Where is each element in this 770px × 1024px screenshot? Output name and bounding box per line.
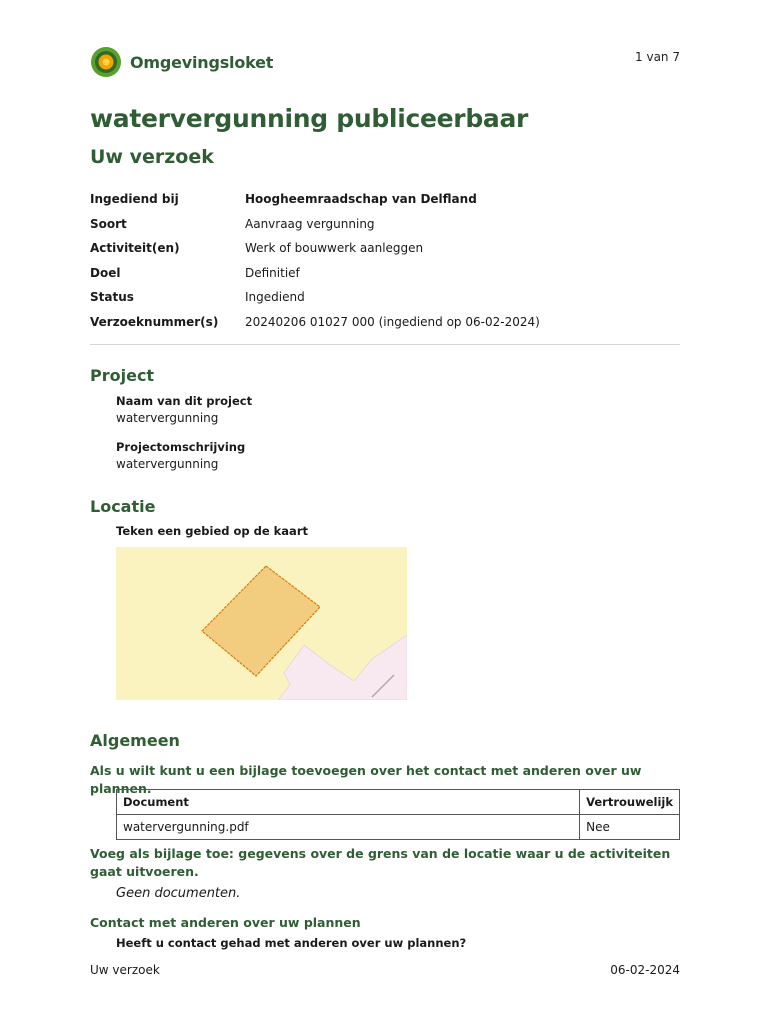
field-label: Teken een gebied op de kaart	[116, 524, 308, 538]
section-heading-request: Uw verzoek	[90, 146, 214, 168]
info-row	[90, 212, 680, 237]
footer-date: 06-02-2024	[610, 963, 680, 977]
page-title: watervergunning publiceerbaar	[90, 104, 529, 133]
section-heading-general: Algemeen	[90, 731, 180, 750]
info-label: Soort	[90, 216, 127, 231]
info-value: Hoogheemraadschap van Delfland	[245, 192, 477, 207]
section-divider	[90, 344, 680, 345]
location-map	[116, 547, 407, 700]
project-name-field	[116, 394, 252, 425]
footer-section-name: Uw verzoek	[90, 963, 160, 977]
field-label: Naam van dit project	[116, 394, 253, 408]
confidential-cell: Nee	[580, 815, 680, 840]
brand-name: Omgevingsloket	[130, 52, 274, 72]
info-label: Verzoeknummer(s)	[90, 314, 219, 329]
info-value: Ingediend	[245, 290, 305, 305]
info-label: Activiteit(en)	[90, 241, 180, 256]
document-cell: watervergunning.pdf	[117, 815, 580, 840]
column-header-document: Document	[117, 790, 580, 815]
field-value: watervergunning	[116, 411, 219, 425]
section-heading-location: Locatie	[90, 497, 156, 516]
table-row	[117, 815, 680, 840]
boundary-question: Voeg als bijlage toe: gegevens over de grens van de locatie waar u de activiteiten gaat uitvoeren.	[90, 846, 671, 879]
info-row	[90, 187, 680, 212]
table-header-row	[117, 790, 680, 815]
map-field	[116, 524, 308, 538]
contact-heading: Contact met anderen over uw plannen	[90, 915, 361, 930]
info-label: Ingediend bij	[90, 192, 179, 207]
info-row	[90, 285, 680, 310]
request-info-table	[90, 187, 680, 334]
info-row	[90, 261, 680, 286]
field-label: Projectomschrijving	[116, 440, 246, 454]
info-row	[90, 310, 680, 335]
contact-question: Heeft u contact gehad met anderen over uw plannen?	[116, 936, 467, 950]
omgevingsloket-logo-icon	[90, 46, 122, 78]
brand-logo	[90, 46, 273, 78]
documents-table	[116, 789, 680, 840]
info-label: Status	[90, 290, 134, 305]
column-header-confidential: Vertrouwelijk	[580, 790, 680, 815]
section-heading-project: Project	[90, 366, 155, 385]
contact-question-field	[116, 936, 466, 950]
attachment-question: Als u wilt kunt u een bijlage toevoegen over het contact met anderen over uw plannen.	[90, 763, 642, 796]
project-description-field	[116, 440, 245, 471]
page-indicator: 1 van 7	[635, 50, 680, 64]
field-value: watervergunning	[116, 457, 219, 471]
info-value: 20240206 01027 000 (ingediend op 06-02-2024)	[245, 314, 540, 329]
info-value: Aanvraag vergunning	[245, 216, 375, 231]
info-value: Werk of bouwwerk aanleggen	[245, 241, 424, 256]
no-documents-text: Geen documenten.	[116, 886, 241, 901]
info-row	[90, 236, 680, 261]
info-value: Definitief	[245, 265, 300, 280]
info-label: Doel	[90, 265, 121, 280]
